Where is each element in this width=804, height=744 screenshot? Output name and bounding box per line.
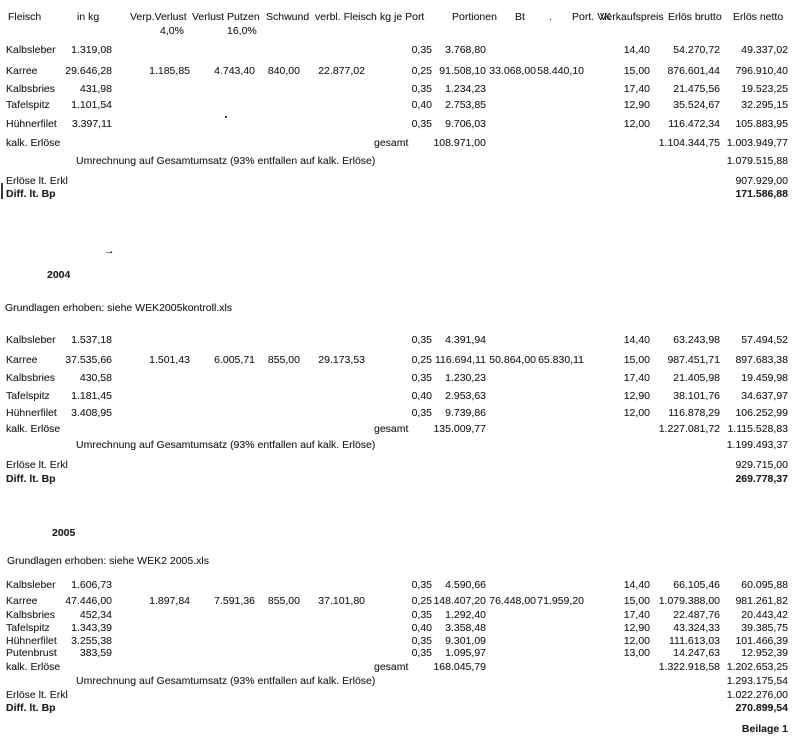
- cell-name: Kalbsbries: [6, 372, 56, 384]
- cell-verkaufspreis: 15,00: [623, 65, 650, 77]
- cell-kg-je-port: 0,35: [411, 118, 432, 130]
- cell-erloes-brutto: 43.324,33: [673, 622, 720, 634]
- cell-portionen: 1.095,97: [445, 647, 486, 659]
- cell-erloes-netto: 106.252,99: [735, 407, 788, 419]
- cell-kg-je-port: 0,40: [411, 390, 432, 402]
- cell-portionen: 3.768,80: [445, 44, 486, 56]
- cell-in-kg: 37.535,66: [65, 354, 112, 366]
- cell-verkaufspreis: 17,40: [623, 372, 650, 384]
- cell-name: Kalbsleber: [6, 579, 56, 591]
- umrechnung-label: Umrechnung auf Gesamtumsatz (93% entfallen auf kalk. Erlöse): [76, 155, 376, 167]
- table-row: [0, 372, 804, 386]
- col-header-bt: Bt: [515, 11, 525, 23]
- cell-verbl-fleisch: 29.173,53: [318, 354, 365, 366]
- cell-verp-verlust: 1.897,84: [149, 595, 190, 607]
- cell-erloes-brutto: 876.601,44: [667, 65, 720, 77]
- cell-verp-verlust: 1.185,85: [149, 65, 190, 77]
- cell-erloes-brutto: 1.079.388,00: [658, 595, 720, 607]
- cell-portionen: 4.590,66: [445, 579, 486, 591]
- kalk-erloese-row: [0, 423, 804, 437]
- kalk-erloese-label: kalk. Erlöse: [6, 423, 61, 435]
- cell-port-vk: 65.830,11: [538, 354, 584, 366]
- erloese-erkl-row: [0, 689, 804, 703]
- umrechnung-value: 1.079.515,88: [726, 155, 788, 167]
- cell-erloes-brutto: 14.247,63: [673, 647, 720, 659]
- cell-in-kg: 431,98: [79, 83, 112, 95]
- gesamt-portionen: 135.009,77: [433, 423, 486, 435]
- cell-schwund: 855,00: [267, 354, 300, 366]
- col-header-port-vk: Port. VK: [572, 11, 612, 23]
- cell-in-kg: 1.319,08: [71, 44, 112, 56]
- cell-verkaufspreis: 12,00: [623, 407, 650, 419]
- cell-portionen: 2.753,85: [445, 99, 486, 111]
- table-row: [0, 579, 804, 593]
- cell-portionen: 2.953,63: [445, 390, 486, 402]
- umrechnung-label: Umrechnung auf Gesamtumsatz (93% entfallen auf kalk. Erlöse): [76, 439, 376, 451]
- table-row: [0, 44, 804, 58]
- cell-in-kg: 1.537,18: [71, 334, 112, 346]
- cell-verbl-fleisch: 22.877,02: [318, 65, 365, 77]
- cell-schwund: 840,00: [267, 65, 300, 77]
- cell-in-kg: 1.343,39: [71, 622, 112, 634]
- cell-erloes-brutto: 22.487,76: [673, 609, 720, 621]
- col-header-fleisch: Fleisch: [8, 11, 42, 23]
- cell-name: Hühnerfilet: [6, 407, 57, 419]
- cell-portionen: 4.391,94: [445, 334, 486, 346]
- gesamt-portionen: 108.971,00: [433, 137, 486, 149]
- gesamt-label: gesamt: [374, 137, 409, 149]
- cell-erloes-brutto: 54.270,72: [673, 44, 720, 56]
- cell-kg-je-port: 0,35: [411, 44, 432, 56]
- cell-port-vk: 71.959,20: [537, 595, 584, 607]
- cell-name: Kalbsleber: [6, 44, 56, 56]
- gesamt-netto: 1.202.653,25: [726, 661, 788, 673]
- cell-verkaufspreis: 12,00: [623, 635, 650, 647]
- table-row: [0, 83, 804, 97]
- cell-in-kg: 29.646,28: [65, 65, 112, 77]
- cell-erloes-brutto: 66.105,46: [673, 579, 720, 591]
- cell-verkaufspreis: 17,40: [623, 609, 650, 621]
- diff-value: 171.586,88: [735, 188, 788, 200]
- cell-erloes-brutto: 38.101,76: [673, 390, 720, 402]
- cell-bt: 76.448,00: [489, 595, 536, 607]
- col-header-erloes-netto: Erlös netto: [733, 11, 784, 23]
- diff-label: Diff. lt. Bp: [6, 702, 56, 714]
- erloese-erkl-label: Erlöse lt. Erkl: [6, 175, 68, 187]
- diff-row: [0, 702, 804, 716]
- erloese-erkl-row: [0, 175, 804, 189]
- cell-name: Karree: [6, 595, 38, 607]
- year-label-2004: 2004: [47, 269, 71, 281]
- cell-bt: 33.068,00: [489, 65, 536, 77]
- cell-kg-je-port: 0,35: [411, 407, 432, 419]
- cell-bt: 50.864,00: [489, 354, 536, 366]
- table-row: [0, 65, 804, 79]
- cell-portionen: 9.706,03: [445, 118, 486, 130]
- cell-erloes-netto: 105.883,95: [735, 118, 788, 130]
- diff-value: 269.778,37: [735, 473, 788, 485]
- umrechnung-row: [0, 675, 804, 689]
- cell-verbl-fleisch: 37.101,80: [318, 595, 365, 607]
- cell-verkaufspreis: 17,40: [623, 83, 650, 95]
- cell-port-vk: 58.440,10: [537, 65, 584, 77]
- cell-in-kg: 383,59: [79, 647, 112, 659]
- cell-verkaufspreis: 14,40: [623, 334, 650, 346]
- table-row: [0, 609, 804, 623]
- table-row: [0, 622, 804, 636]
- cell-in-kg: 1.101,54: [71, 99, 112, 111]
- cell-name: Karree: [6, 354, 38, 366]
- cell-portionen: 1.234,23: [445, 83, 486, 95]
- cell-erloes-netto: 101.466,39: [735, 635, 788, 647]
- col-header-in-kg: in kg: [77, 11, 100, 23]
- cell-erloes-netto: 19.523,25: [741, 83, 788, 95]
- cell-verkaufspreis: 15,00: [623, 595, 650, 607]
- table-row: [0, 354, 804, 368]
- kalk-erloese-label: kalk. Erlöse: [6, 661, 61, 673]
- scan-artifact-line: [1, 183, 3, 199]
- erloese-erkl-label: Erlöse lt. Erkl: [6, 459, 68, 471]
- cell-erloes-netto: 32.295,15: [741, 99, 788, 111]
- cell-name: Kalbsleber: [6, 334, 56, 346]
- cell-erloes-netto: 897.683,38: [735, 354, 788, 366]
- col-header-dot: .: [549, 11, 552, 23]
- cell-erloes-netto: 981.261,82: [735, 595, 788, 607]
- cell-erloes-brutto: 35.524,67: [673, 99, 720, 111]
- source-note-2004: Grundlagen erhoben: siehe WEK2005kontroll.xls: [5, 302, 233, 314]
- cell-erloes-brutto: 987.451,71: [667, 354, 720, 366]
- table-row: [0, 118, 804, 132]
- cell-erloes-brutto: 21.405,98: [673, 372, 720, 384]
- col-header-verbl-fleisch: verbl. Fleisch: [315, 11, 377, 23]
- table-row: [0, 99, 804, 113]
- cell-erloes-netto: 12.952,39: [741, 647, 788, 659]
- cell-kg-je-port: 0,25: [411, 595, 432, 607]
- diff-label: Diff. lt. Bp: [6, 188, 56, 200]
- cell-kg-je-port: 0,25: [411, 354, 432, 366]
- cell-erloes-netto: 57.494,52: [741, 334, 788, 346]
- cell-kg-je-port: 0,35: [411, 372, 432, 384]
- gesamt-brutto: 1.104.344,75: [658, 137, 720, 149]
- diff-value: 270.899,54: [735, 702, 788, 714]
- cell-kg-je-port: 0,25: [411, 65, 432, 77]
- cell-verlust-putzen: 6.005,71: [214, 354, 255, 366]
- cell-kg-je-port: 0,35: [411, 609, 432, 621]
- kalk-erloese-row: [0, 661, 804, 675]
- erloese-erkl-row: [0, 459, 804, 473]
- cell-kg-je-port: 0,35: [411, 647, 432, 659]
- cell-verkaufspreis: 12,90: [623, 99, 650, 111]
- cell-verkaufspreis: 12,00: [623, 118, 650, 130]
- diff-row: [0, 188, 804, 202]
- umrechnung-value: 1.199.493,37: [726, 439, 788, 451]
- cell-name: Kalbsbries: [6, 83, 56, 95]
- col-header-schwund: Schwund: [266, 11, 310, 23]
- cell-kg-je-port: 0,35: [411, 334, 432, 346]
- gesamt-label: gesamt: [374, 661, 409, 673]
- cell-name: Kalbsbries: [6, 609, 56, 621]
- cell-erloes-netto: 34.637,97: [741, 390, 788, 402]
- col-header-portionen: Portionen: [452, 11, 497, 23]
- erloese-erkl-value: 1.022.276,00: [726, 689, 788, 701]
- umrechnung-value: 1.293.175,54: [726, 675, 788, 687]
- cell-erloes-netto: 19.459,98: [741, 372, 788, 384]
- cell-name: Putenbrust: [6, 647, 57, 659]
- diff-label: Diff. lt. Bp: [6, 473, 56, 485]
- diff-row: [0, 473, 804, 487]
- cell-kg-je-port: 0,35: [411, 635, 432, 647]
- col-header-erloes-brutto: Erlös brutto: [668, 11, 722, 23]
- cell-in-kg: 1.181,45: [71, 390, 112, 402]
- cell-name: Hühnerfilet: [6, 118, 57, 130]
- beilage-label: Beilage 1: [741, 723, 788, 735]
- cell-portionen: 1.230,23: [445, 372, 486, 384]
- umrechnung-row: [0, 439, 804, 453]
- cell-in-kg: 430,58: [79, 372, 112, 384]
- arrow-mark: →: [104, 245, 115, 257]
- col-header-verlust-putzen: Verlust Putzen: [192, 11, 260, 23]
- cell-erloes-netto: 39.385,75: [741, 622, 788, 634]
- cell-portionen: 91.508,10: [439, 65, 486, 77]
- cell-in-kg: 3.255,38: [71, 635, 112, 647]
- gesamt-brutto: 1.227.081,72: [658, 423, 720, 435]
- cell-portionen: 148.407,20: [433, 595, 486, 607]
- cell-kg-je-port: 0,40: [411, 99, 432, 111]
- cell-kg-je-port: 0,35: [411, 83, 432, 95]
- cell-portionen: 116.694,11: [435, 354, 486, 366]
- cell-verkaufspreis: 15,00: [623, 354, 650, 366]
- gesamt-netto: 1.003.949,77: [726, 137, 788, 149]
- erloese-erkl-value: 907.929,00: [735, 175, 788, 187]
- cell-kg-je-port: 0,40: [411, 622, 432, 634]
- cell-verkaufspreis: 14,40: [623, 44, 650, 56]
- table-row: [0, 334, 804, 348]
- table-row: [0, 647, 804, 661]
- cell-erloes-netto: 20.443,42: [741, 609, 788, 621]
- cell-verlust-putzen: 4.743,40: [214, 65, 255, 77]
- cell-erloes-brutto: 111.613,03: [669, 635, 720, 647]
- cell-in-kg: 452,34: [79, 609, 112, 621]
- gesamt-netto: 1.115.528,83: [727, 423, 788, 435]
- cell-portionen: 9.739,86: [445, 407, 486, 419]
- cell-in-kg: 47.446,00: [65, 595, 112, 607]
- cell-erloes-netto: 796.910,40: [735, 65, 788, 77]
- col-header-verkaufspreis: Verkaufspreis: [600, 11, 664, 23]
- table-row: [0, 407, 804, 421]
- cell-name: Hühnerfilet: [6, 635, 57, 647]
- umrechnung-row: [0, 155, 804, 169]
- gesamt-brutto: 1.322.918,58: [658, 661, 720, 673]
- cell-erloes-brutto: 63.243,98: [673, 334, 720, 346]
- cell-verkaufspreis: 13,00: [623, 647, 650, 659]
- cell-name: Tafelspitz: [6, 99, 50, 111]
- year-label-2005: 2005: [52, 527, 76, 539]
- cell-verp-verlust: 1.501,43: [149, 354, 190, 366]
- cell-portionen: 9.301,09: [445, 635, 486, 647]
- cell-verkaufspreis: 14,40: [623, 579, 650, 591]
- cell-schwund: 855,00: [267, 595, 300, 607]
- cell-name: Tafelspitz: [6, 622, 50, 634]
- table-row: [0, 595, 804, 609]
- cell-name: Tafelspitz: [6, 390, 50, 402]
- cell-erloes-netto: 49.337,02: [741, 44, 788, 56]
- cell-verlust-putzen: 7.591,36: [214, 595, 255, 607]
- cell-verkaufspreis: 12,90: [623, 390, 650, 402]
- table-row: [0, 390, 804, 404]
- erloese-erkl-label: Erlöse lt. Erkl: [6, 689, 68, 701]
- cell-verkaufspreis: 12,90: [623, 622, 650, 634]
- umrechnung-label: Umrechnung auf Gesamtumsatz (93% entfallen auf kalk. Erlöse): [76, 675, 376, 687]
- cell-portionen: 1.292,40: [445, 609, 486, 621]
- cell-in-kg: 3.408,95: [71, 407, 112, 419]
- verlust-putzen-pct: 16,0%: [227, 25, 257, 37]
- cell-portionen: 3.358,48: [445, 622, 486, 634]
- gesamt-portionen: 168.045,79: [433, 661, 486, 673]
- kalk-erloese-row: [0, 137, 804, 151]
- gesamt-label: gesamt: [374, 423, 409, 435]
- cell-erloes-brutto: 116.878,29: [668, 407, 720, 419]
- cell-in-kg: 1.606,73: [71, 579, 112, 591]
- cell-erloes-netto: 60.095,88: [741, 579, 788, 591]
- cell-erloes-brutto: 21.475,56: [673, 83, 720, 95]
- verp-verlust-pct: 4,0%: [160, 25, 184, 37]
- cell-name: Karree: [6, 65, 38, 77]
- col-header-verp-verlust: Verp.Verlust: [130, 11, 187, 23]
- cell-erloes-brutto: 116.472,34: [668, 118, 720, 130]
- cell-kg-je-port: 0,35: [411, 579, 432, 591]
- erloese-erkl-value: 929.715,00: [735, 459, 788, 471]
- cell-in-kg: 3.397,11: [71, 118, 112, 130]
- kalk-erloese-label: kalk. Erlöse: [6, 137, 61, 149]
- source-note-2005: Grundlagen erhoben: siehe WEK2 2005.xls: [7, 555, 209, 567]
- col-header-kg-je-port: kg je Port: [380, 11, 425, 23]
